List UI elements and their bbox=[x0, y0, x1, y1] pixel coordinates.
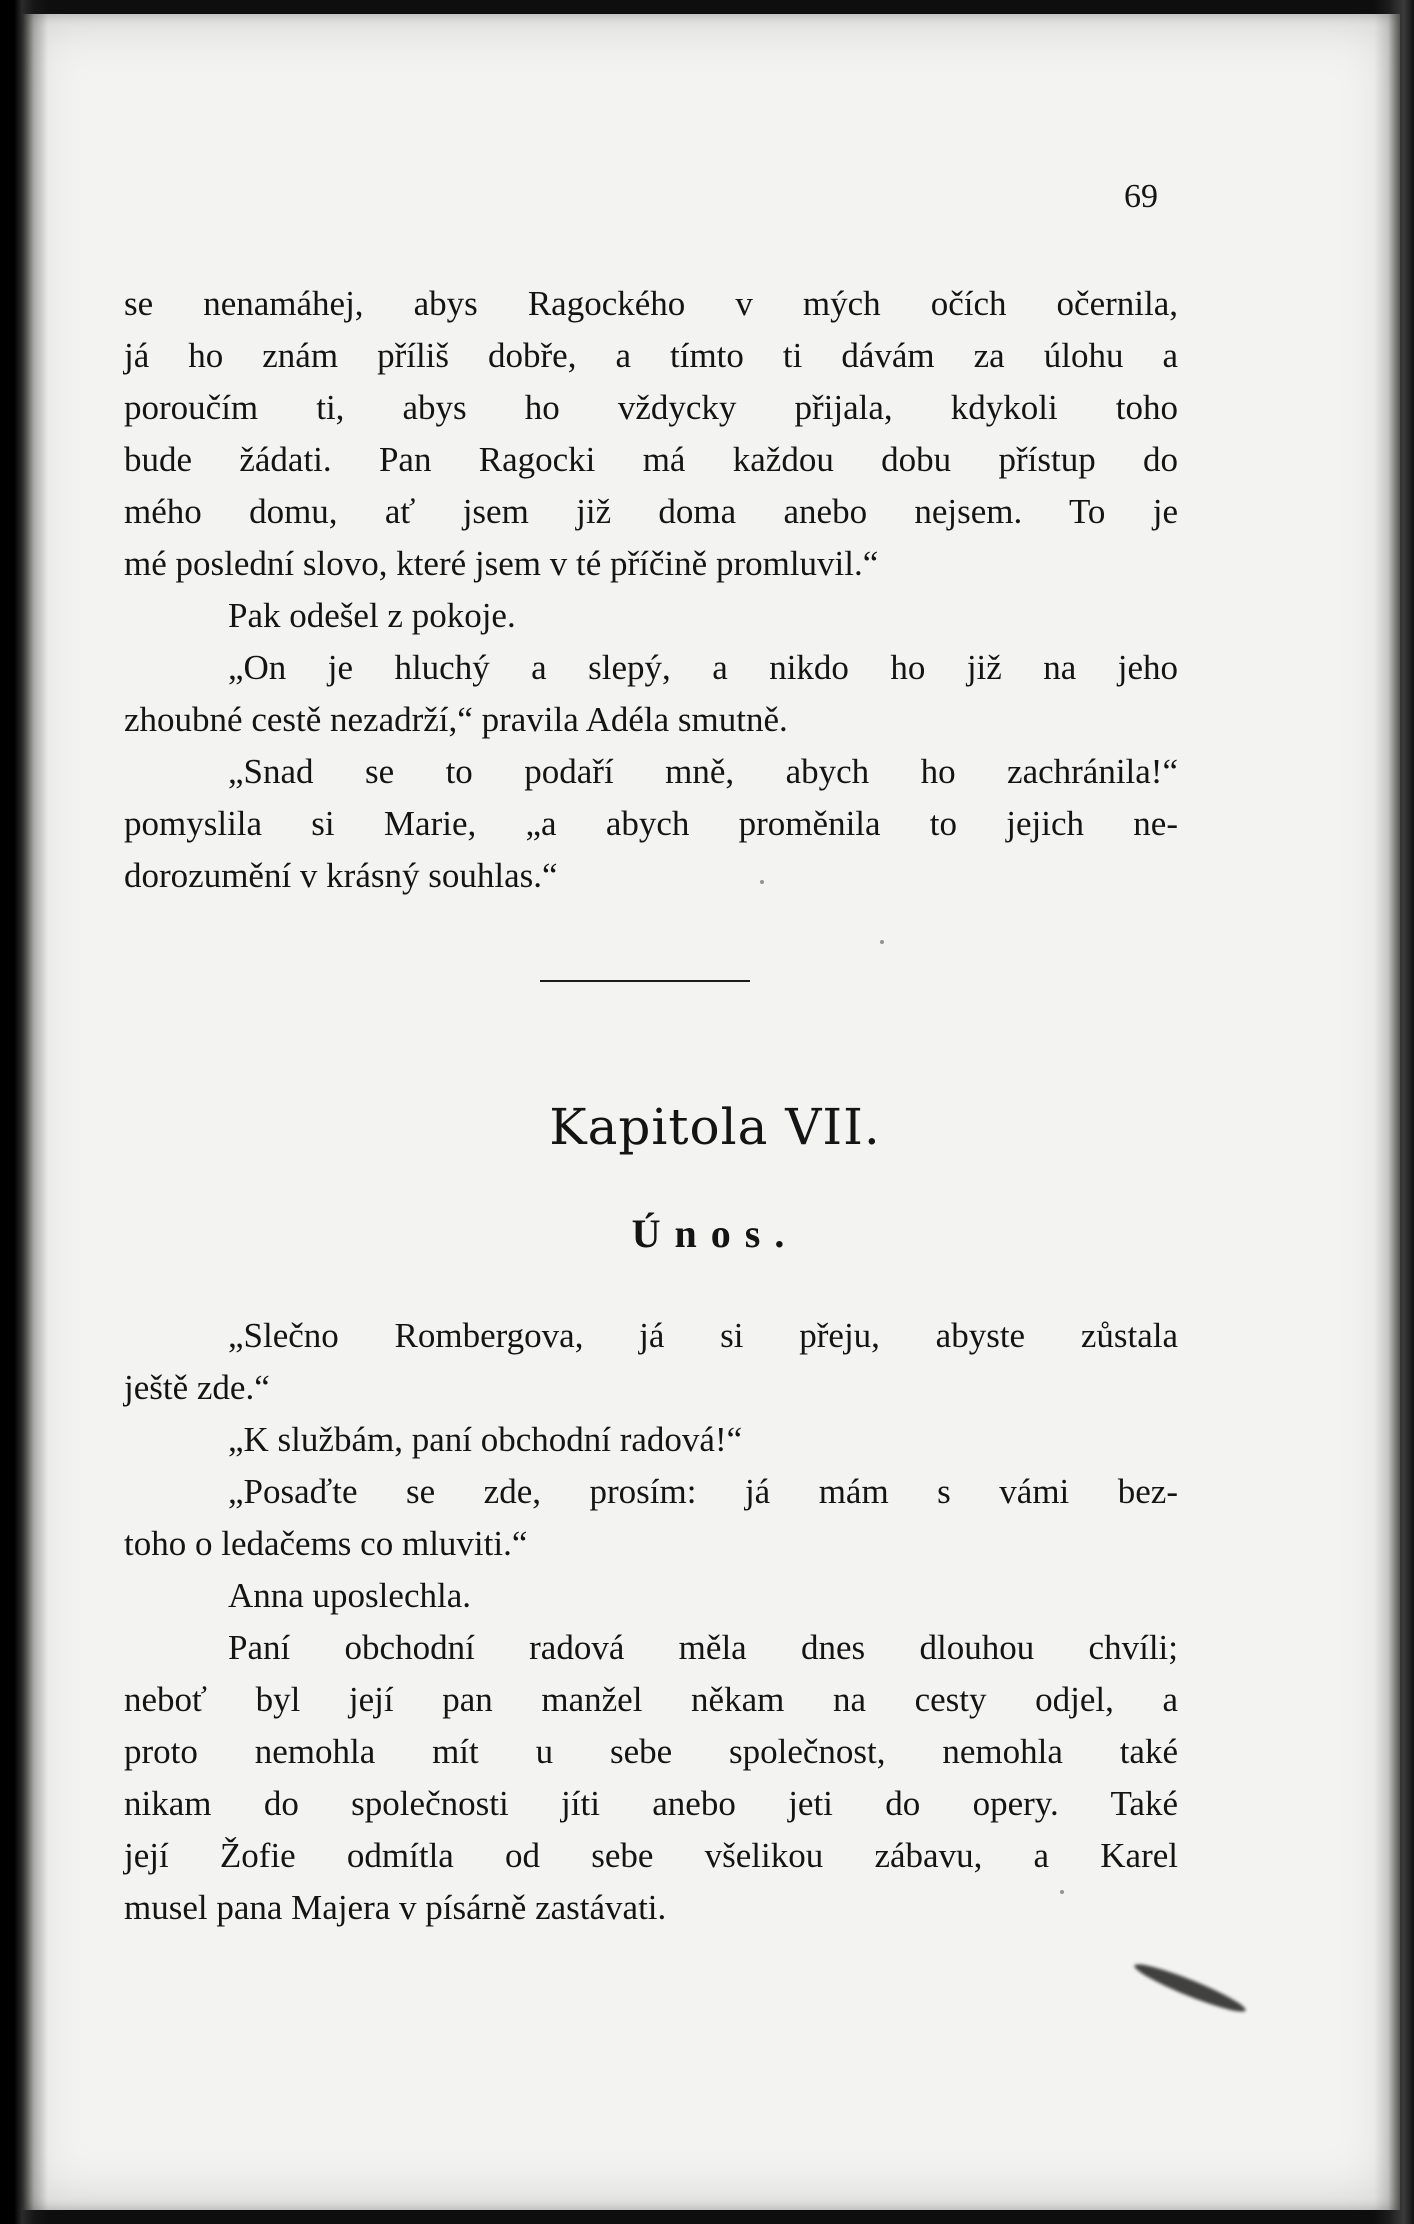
text-line: „On je hluchý a slepý, a nikdo ho již na jeho bbox=[228, 648, 1178, 687]
text-line: její Žofie odmítla od sebe všelikou zábavu, a Karel bbox=[124, 1836, 1178, 1875]
paper-speck bbox=[760, 880, 764, 884]
text-line: „Slečno Rombergova, já si přeju, abyste zůstala bbox=[228, 1316, 1178, 1355]
text-line: proto nemohla mít u sebe společnost, nemohla také bbox=[124, 1732, 1178, 1771]
text-line: zhoubné cestě nezadrží,“ pravila Adéla smutně. bbox=[124, 700, 788, 739]
text-line: „Posaďte se zde, prosím: já mám s vámi bez- bbox=[228, 1472, 1178, 1511]
text-line: „K službám, paní obchodní radová!“ bbox=[228, 1420, 743, 1459]
text-line: bude žádati. Pan Ragocki má každou dobu přístup do bbox=[124, 440, 1178, 479]
paragraph bbox=[124, 642, 1178, 746]
paragraph bbox=[124, 590, 1178, 642]
text-line: toho o ledačems co mluviti.“ bbox=[124, 1524, 528, 1563]
text-line: neboť byl její pan manžel někam na cesty odjel, a bbox=[124, 1680, 1178, 1719]
text-line: Paní obchodní radová měla dnes dlouhou chvíli; bbox=[228, 1628, 1178, 1667]
text-line: pomyslila si Marie, „a abych proměnila to jejich ne- bbox=[124, 804, 1178, 843]
text-line: Anna uposlechla. bbox=[228, 1576, 471, 1615]
paragraph bbox=[124, 1414, 1178, 1466]
text-block-top bbox=[124, 278, 1178, 902]
text-line: „Snad se to podaří mně, abych ho zachránila!“ bbox=[228, 752, 1178, 791]
paragraph bbox=[124, 746, 1178, 902]
paragraph bbox=[124, 278, 1178, 590]
paragraph bbox=[124, 1310, 1178, 1414]
text-line: ještě zde.“ bbox=[124, 1368, 270, 1407]
paper-speck bbox=[880, 940, 884, 944]
text-line: musel pana Majera v písárně zastávati. bbox=[124, 1888, 667, 1927]
chapter-subtitle: Únos. bbox=[631, 1211, 799, 1256]
section-divider bbox=[540, 980, 750, 982]
text-line: dorozumění v krásný souhlas.“ bbox=[124, 856, 558, 895]
text-block-bottom bbox=[124, 1310, 1178, 1934]
page-number: 69 bbox=[1124, 178, 1158, 215]
text-line: se nenamáhej, abys Ragockého v mých očích očernila, bbox=[124, 284, 1178, 323]
text-line: Pak odešel z pokoje. bbox=[228, 596, 516, 635]
paper-speck bbox=[1060, 1890, 1064, 1894]
paragraph bbox=[124, 1466, 1178, 1570]
text-line: já ho znám příliš dobře, a tímto ti dávám za úlohu a bbox=[124, 336, 1178, 375]
paragraph bbox=[124, 1622, 1178, 1934]
text-line: nikam do společnosti jíti anebo jeti do opery. Také bbox=[124, 1784, 1178, 1823]
chapter-title: Kapitola VII. bbox=[549, 1098, 881, 1156]
text-line: mého domu, ať jsem již doma anebo nejsem. To je bbox=[124, 492, 1178, 531]
paragraph bbox=[124, 1570, 1178, 1622]
text-line: poroučím ti, abys ho vždycky přijala, kdykoli toho bbox=[124, 388, 1178, 427]
text-line: mé poslední slovo, které jsem v té příčině promluvil.“ bbox=[124, 544, 879, 583]
